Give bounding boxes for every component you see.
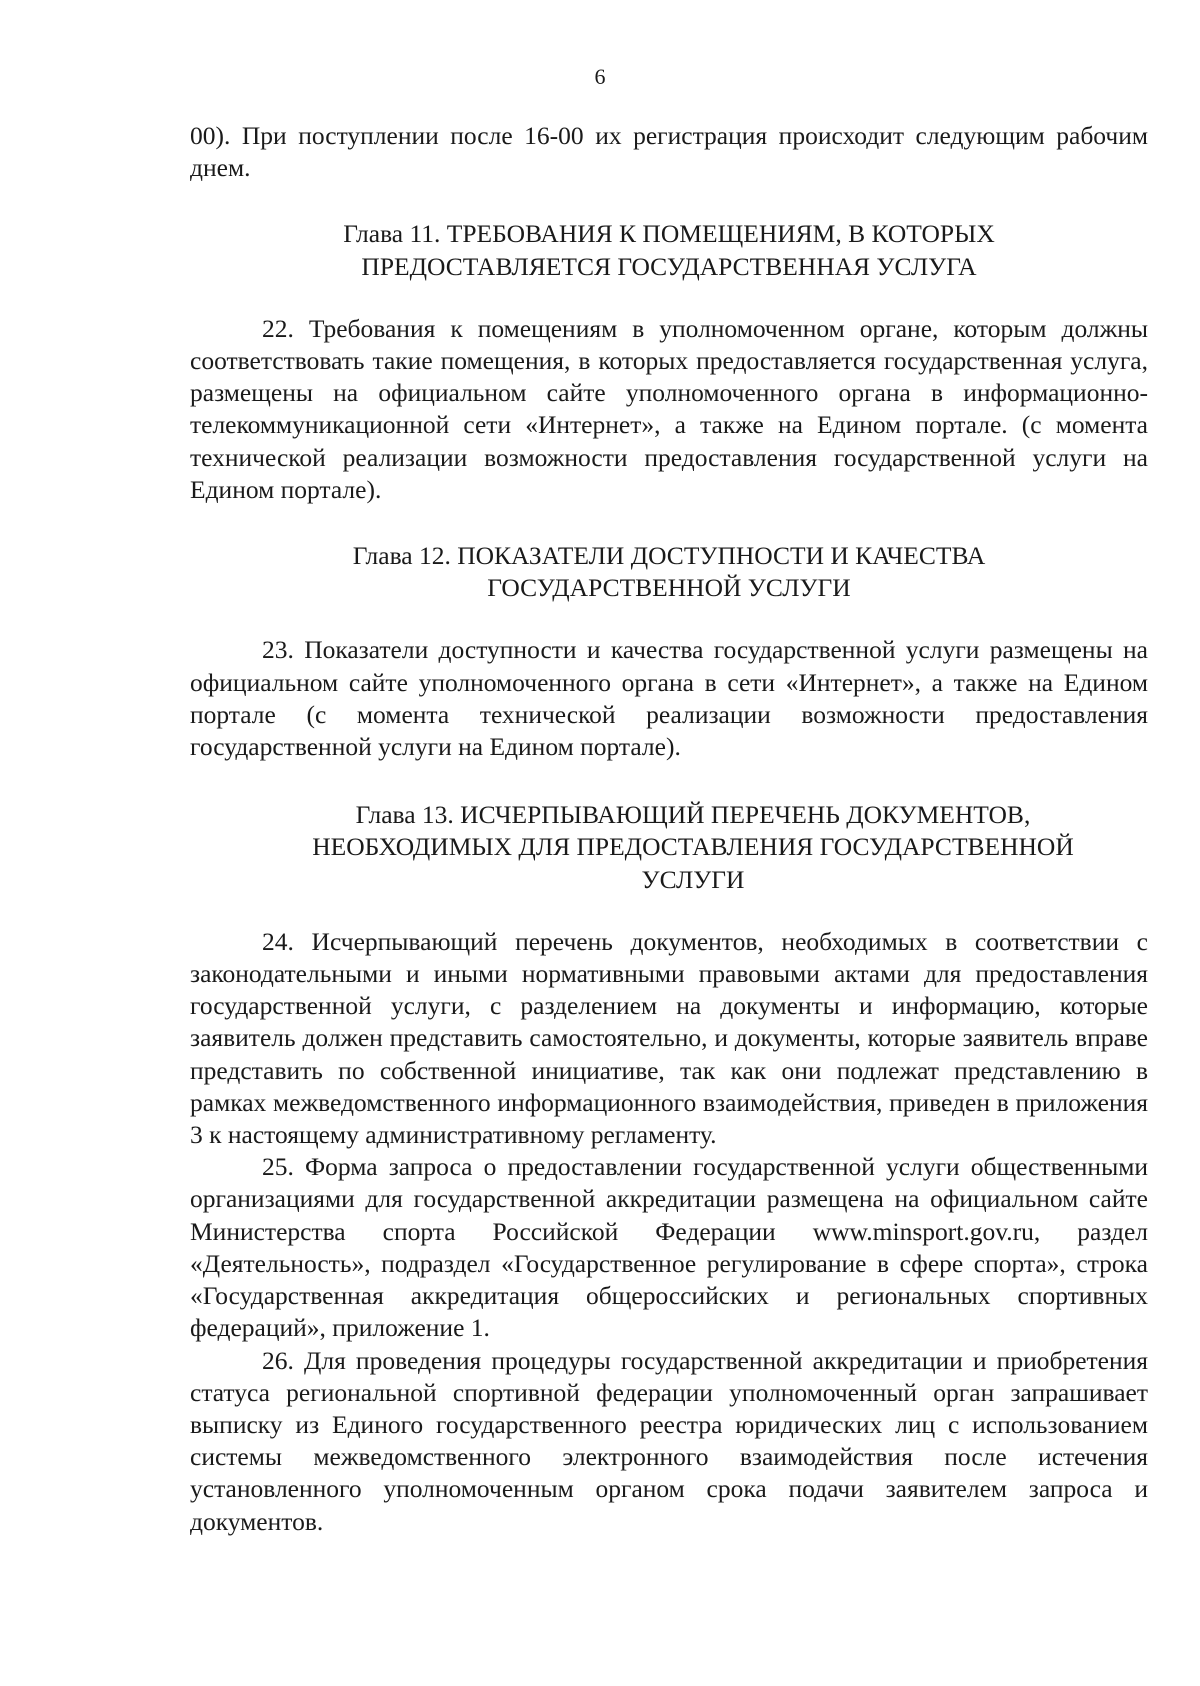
chapter-12-title-line-2: ГОСУДАРСТВЕННОЙ УСЛУГИ <box>487 573 851 603</box>
chapter-12-heading <box>190 540 1148 604</box>
chapter-13-title-line-3: УСЛУГИ <box>641 864 745 894</box>
intro-paragraph: 00). При поступлении после 16-00 их регистрация происходит следующим рабочим днем. <box>190 121 1148 183</box>
chapter-13-heading <box>190 799 1148 896</box>
chapter-13-title-line-2: НЕОБХОДИМЫХ ДЛЯ ПРЕДОСТАВЛЕНИЯ ГОСУДАРСТВЕННОЙ <box>312 832 1074 862</box>
paragraph-26: 26. Для проведения процедуры государственной аккредитации и приобретения статуса региональной спортивной федерации уполномоченный орган запрашивает выписку из Единого государственного реестра юридических лиц с использованием системы межведомственного электронного взаимодействия после истечения установленного уполномоченным органом срока подачи заявителем запроса и документов. <box>190 1345 1148 1536</box>
paragraph-23: 23. Показатели доступности и качества государственной услуги размещены на официальном сайте уполномоченного органа в сети «Интернет», а также на Едином портале (с момента технической реализации возможности предоставления государственной услуги на Едином портале). <box>190 635 1148 762</box>
chapter-11-title-line-2: ПРЕДОСТАВЛЯЕТСЯ ГОСУДАРСТВЕННАЯ УСЛУГА <box>361 251 977 281</box>
chapter-13-title-line-1: Глава 13. ИСЧЕРПЫВАЮЩИЙ ПЕРЕЧЕНЬ ДОКУМЕНТОВ, <box>355 800 1031 830</box>
chapter-11-heading <box>190 218 1148 282</box>
page-number: 6 <box>594 64 606 89</box>
document-body <box>190 120 1148 1538</box>
paragraph-25: 25. Форма запроса о предоставлении государственной услуги общественными организациями для государственной аккредитации размещена на официальном сайте Министерства спорта Российской Федерации www.minsport.gov.ru, раздел «Деятельность», подраздел «Государственное регулирование в сфере спорта», строка «Государственная аккредитация общероссийских и региональных спортивных федераций», приложение 1. <box>190 1152 1148 1343</box>
chapter-12-title-line-1: Глава 12. ПОКАЗАТЕЛИ ДОСТУПНОСТИ И КАЧЕСТВА <box>352 541 986 571</box>
paragraph-24: 24. Исчерпывающий перечень документов, необходимых в соответствии с законодательными и иными нормативными правовыми актами для предоставления государственной услуги, с разделением на документы и информацию, которые заявитель должен представить самостоятельно, и документы, которые заявитель вправе представить по собственной инициативе, так как они подлежат представлению в рамках межведомственного информационного взаимодействия, приведен в приложения 3 к настоящему административному регламенту. <box>190 926 1148 1150</box>
paragraph-22: 22. Требования к помещениям в уполномоченном органе, которым должны соответствовать такие помещения, в которых предоставляется государственная услуга, размещены на официальном сайте уполномоченного органа в информационно-телекоммуникационной сети «Интернет», а также на Едином портале. (с момента технической реализации возможности предоставления государственной услуги на Едином портале). <box>190 313 1148 504</box>
chapter-11-title-line-1: Глава 11. ТРЕБОВАНИЯ К ПОМЕЩЕНИЯМ, В КОТОРЫХ <box>343 219 995 249</box>
